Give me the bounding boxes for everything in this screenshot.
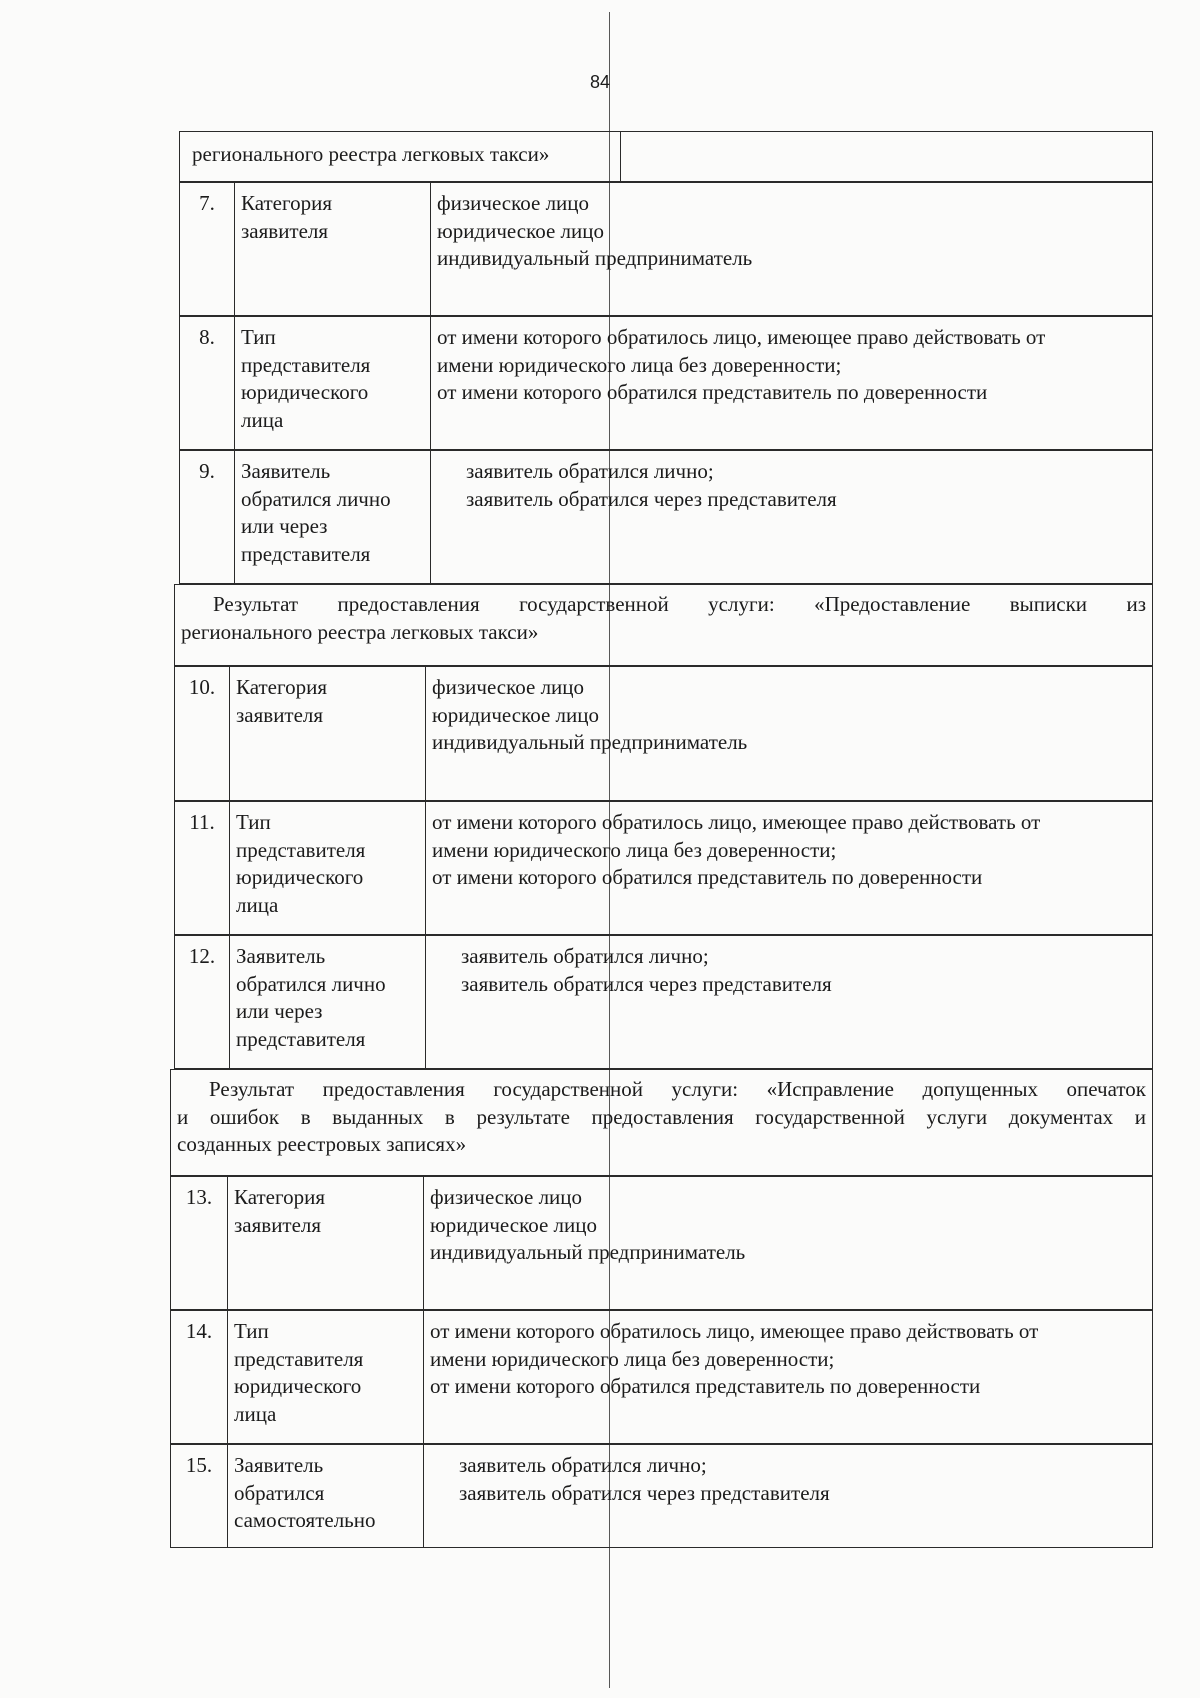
content-line: индивидуальный предприниматель bbox=[437, 246, 753, 270]
label-line: представителя bbox=[234, 1346, 364, 1371]
section-heading bbox=[170, 1069, 1153, 1176]
content-line: заявитель обратился через представителя bbox=[459, 1480, 830, 1505]
content-line: физическое лицо bbox=[432, 675, 585, 699]
label-line: юридического bbox=[236, 865, 364, 889]
row-number: 10. bbox=[188, 675, 216, 699]
content-line: от имени которого обратился представитель по доверенности bbox=[432, 865, 983, 889]
row-number: 8. bbox=[199, 325, 215, 349]
content-line: физическое лицо bbox=[430, 1185, 583, 1209]
heading-line: созданных реестровых записях» bbox=[177, 1132, 467, 1156]
table-row bbox=[170, 1444, 1153, 1548]
row-content bbox=[423, 1311, 1152, 1443]
label-line: Категория bbox=[236, 675, 327, 699]
page-number: 84 bbox=[589, 72, 611, 92]
label-line: или через bbox=[241, 514, 328, 538]
row-number: 7. bbox=[199, 191, 215, 215]
content-line: имени юридического лица без доверенности; bbox=[432, 837, 837, 862]
content-line: от имени которого обратилось лицо, имеющее право действовать от bbox=[430, 1319, 1039, 1343]
row-label bbox=[234, 451, 430, 583]
label-line: лица bbox=[241, 407, 284, 432]
table-row bbox=[174, 666, 1153, 801]
row-content bbox=[430, 451, 1152, 583]
label-line: представителя bbox=[241, 541, 371, 566]
content-line: заявитель обратился лично; bbox=[461, 944, 709, 968]
row-number: 14. bbox=[185, 1319, 213, 1343]
content-line: юридическое лицо bbox=[432, 702, 599, 727]
top-strip-text: регионального реестра легковых такси» bbox=[192, 142, 550, 166]
label-line: представителя bbox=[236, 837, 366, 862]
row-number: 9. bbox=[199, 459, 215, 483]
row-label bbox=[234, 183, 430, 315]
row-label bbox=[229, 667, 425, 800]
heading-line: и ошибок в выданных в результате предоставления государственной услуги документах и bbox=[177, 1104, 1146, 1129]
label-line: самостоятельно bbox=[234, 1508, 376, 1532]
content-line: от имени которого обратилось лицо, имеющее право действовать от bbox=[437, 325, 1046, 349]
row-number: 13. bbox=[185, 1185, 213, 1209]
label-line: представителя bbox=[236, 1026, 366, 1051]
content-line: юридическое лицо bbox=[430, 1212, 597, 1237]
heading-line: Результат предоставления государственной услуги: «Предоставление выписки из bbox=[213, 592, 1146, 616]
content-line: юридическое лицо bbox=[437, 218, 604, 243]
label-line: Категория bbox=[234, 1185, 325, 1209]
label-line: обратился лично bbox=[236, 971, 386, 996]
content-line: физическое лицо bbox=[437, 191, 590, 215]
content-line: заявитель обратился лично; bbox=[459, 1453, 707, 1477]
row-label bbox=[227, 1445, 423, 1547]
content-line: от имени которого обратился представитель по доверенности bbox=[437, 380, 988, 404]
label-line: Заявитель bbox=[234, 1453, 324, 1477]
label-line: Тип bbox=[241, 325, 276, 349]
row-label bbox=[234, 317, 430, 449]
label-line: заявителя bbox=[234, 1212, 322, 1237]
table-top-strip bbox=[179, 131, 1153, 182]
content-line: заявитель обратился через представителя bbox=[461, 971, 832, 996]
table-row bbox=[179, 182, 1153, 316]
row-content bbox=[423, 1177, 1152, 1309]
heading-line: Результат предоставления государственной услуги: «Исправление допущенных опечаток bbox=[209, 1077, 1146, 1101]
row-number: 12. bbox=[188, 944, 216, 968]
label-line: Тип bbox=[234, 1319, 269, 1343]
label-line: Категория bbox=[241, 191, 332, 215]
table-row bbox=[170, 1310, 1153, 1444]
row-number: 11. bbox=[189, 810, 215, 834]
heading-line: регионального реестра легковых такси» bbox=[181, 619, 539, 644]
table-row bbox=[179, 316, 1153, 450]
label-line: Заявитель bbox=[236, 944, 326, 968]
content-line: заявитель обратился лично; bbox=[466, 459, 714, 483]
label-line: представителя bbox=[241, 352, 371, 377]
section-heading bbox=[174, 584, 1153, 666]
row-label bbox=[227, 1311, 423, 1443]
content-line: от имени которого обратилось лицо, имеющее право действовать от bbox=[432, 810, 1041, 834]
row-content bbox=[425, 667, 1152, 800]
label-line: обратился bbox=[234, 1480, 325, 1505]
content-line: заявитель обратился через представителя bbox=[466, 486, 837, 511]
label-line: юридического bbox=[241, 380, 369, 404]
row-label bbox=[227, 1177, 423, 1309]
content-line: индивидуальный предприниматель bbox=[430, 1240, 746, 1264]
content-line: от имени которого обратился представитель по доверенности bbox=[430, 1374, 981, 1398]
label-line: лица bbox=[234, 1401, 277, 1426]
content-line: имени юридического лица без доверенности; bbox=[437, 352, 842, 377]
label-line: заявителя bbox=[241, 218, 329, 243]
label-line: заявителя bbox=[236, 702, 324, 727]
content-line: имени юридического лица без доверенности; bbox=[430, 1346, 835, 1371]
table-row bbox=[174, 801, 1153, 935]
table-row bbox=[174, 935, 1153, 1069]
row-content bbox=[430, 317, 1152, 449]
row-label bbox=[229, 936, 425, 1068]
row-content bbox=[423, 1445, 1152, 1547]
table-row bbox=[170, 1176, 1153, 1310]
row-content bbox=[425, 936, 1152, 1068]
row-content bbox=[430, 183, 1152, 315]
label-line: обратился лично bbox=[241, 486, 391, 511]
label-line: Тип bbox=[236, 810, 271, 834]
label-line: Заявитель bbox=[241, 459, 331, 483]
label-line: юридического bbox=[234, 1374, 362, 1398]
row-number: 15. bbox=[185, 1453, 213, 1477]
row-content bbox=[425, 802, 1152, 934]
table-row bbox=[179, 450, 1153, 584]
row-label bbox=[229, 802, 425, 934]
label-line: или через bbox=[236, 999, 323, 1023]
content-line: индивидуальный предприниматель bbox=[432, 730, 748, 754]
top-strip-divider bbox=[620, 132, 621, 181]
label-line: лица bbox=[236, 892, 279, 917]
